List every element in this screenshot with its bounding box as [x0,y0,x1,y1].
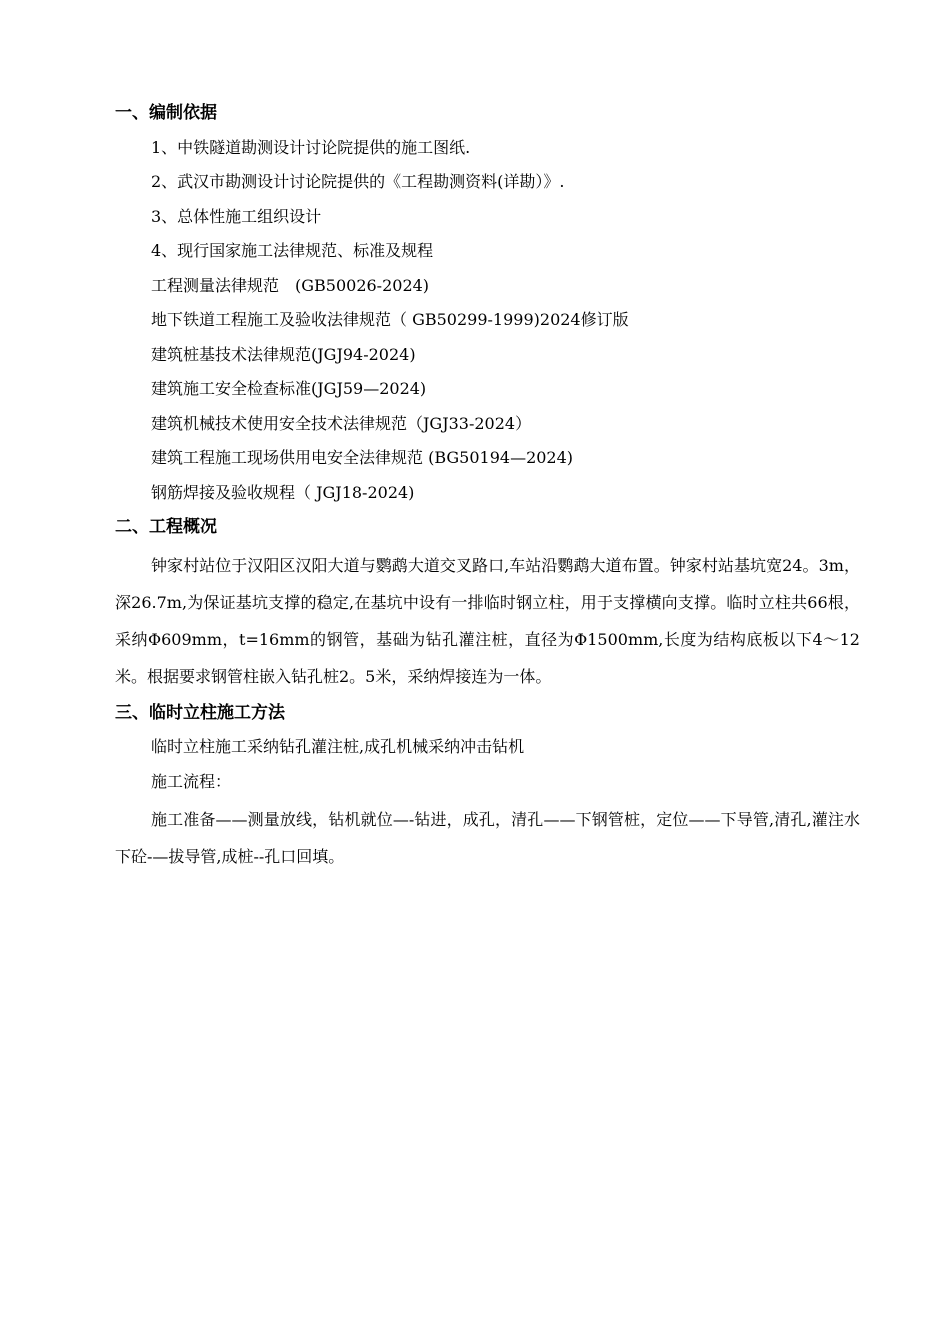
method-line: 临时立柱施工采纳钻孔灌注桩,成孔机械采纳冲击钻机 [151,737,525,756]
section-heading-basis: 一、编制依据 [115,103,217,123]
overview-paragraph: 钟家村站位于汉阳区汉阳大道与鹦鹉大道交叉路口,车站沿鹦鹉大道布置。钟家村站基坑宽24。3m，深26.7m,为保证基坑支撑的稳定,在基坑中设有一排临时钢立柱，用于支撑横向支撑。临时立柱共66根，采纳Φ609mm，t=16mm的钢管，基础为钻孔灌注桩，直径为Φ1500mm,长度为结构底板以下4～12米。根据要求钢管柱嵌入钻孔桩2。5米，采纳焊接连为一体。 [115,555,860,686]
standard-item: 钢筋焊接及验收规程（ JGJ18-2024) [151,482,415,502]
standard-item: 工程测量法律规范 (GB50026-2024) [151,275,430,295]
section-heading-method: 三、临时立柱施工方法 [115,702,285,723]
basis-item: 2、武汉市勘测设计讨论院提供的《工程勘测资料(详勘）》. [151,172,565,191]
standard-item: 建筑施工安全检查标准(JGJ59—2024) [151,379,427,398]
basis-item: 3、总体性施工组织设计 [151,206,322,226]
process-paragraph: 施工准备——测量放线，钻机就位—-钻进，成孔，清孔——下钢管桩，定位——下导管,清孔,灌注水下砼-—拔导管,成桩--孔口回填。 [115,810,860,866]
section-heading-overview: 二、工程概况 [115,517,217,537]
basis-item: 4、现行国家施工法律规范、标准及规程 [151,241,434,260]
method-line: 施工流程： [151,771,232,791]
standard-item: 建筑机械技术使用安全技术法律规范（JGJ33-2024） [151,413,532,433]
basis-item: 1、中铁隧道勘测设计讨论院提供的施工图纸. [151,137,471,157]
standard-item: 建筑工程施工现场供用电安全法律规范 (BG50194—2024) [151,448,574,467]
standard-item: 地下铁道工程施工及验收法律规范（ GB50299-1999)2024修订版 [151,310,629,329]
document-body [115,96,860,876]
standard-item: 建筑桩基技术法律规范(JGJ94-2024) [151,344,416,364]
